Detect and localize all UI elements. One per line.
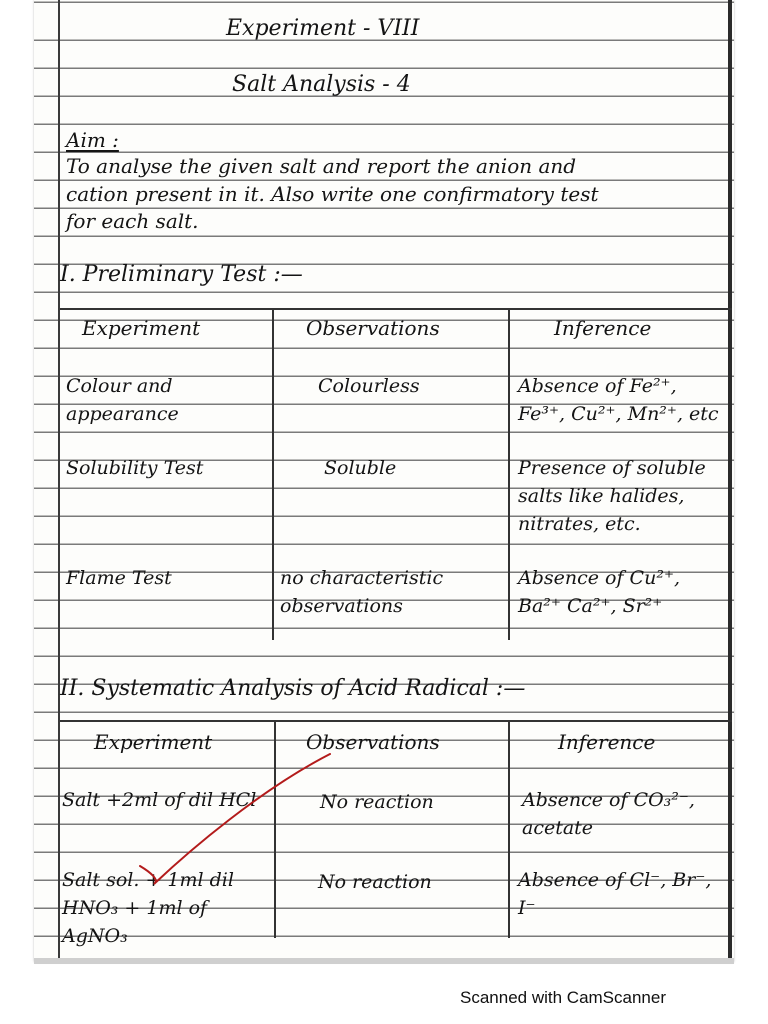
page-subtitle: Salt Analysis - 4	[232, 72, 411, 97]
aim-line-1: To analyse the given salt and report the anion and	[66, 154, 577, 178]
table-cell-experiment: Salt +2ml of dil HCl	[62, 789, 257, 811]
table-cell-observation: Colourless	[318, 375, 420, 397]
section2-heading: II. Systematic Analysis of Acid Radical :—	[60, 676, 526, 701]
table-cell-experiment: Flame Test	[66, 567, 172, 589]
col-header-inference: Inference	[558, 730, 656, 754]
col-header-inference: Inference	[554, 316, 652, 340]
table-cell-observation: No reaction	[320, 791, 434, 813]
table-cell-inference: Absence of Fe²⁺, Fe³⁺, Cu²⁺, Mn²⁺, etc	[518, 375, 719, 425]
table-cell-experiment: Solubility Test	[66, 457, 204, 479]
section1-heading: I. Preliminary Test :—	[60, 262, 303, 287]
aim-line-3: for each salt.	[66, 209, 199, 233]
col-header-observations: Observations	[306, 730, 440, 754]
col-header-observations: Observations	[306, 316, 440, 340]
table-cell-experiment: Salt sol. + 1ml dil HNO₃ + 1ml of AgNO₃	[62, 869, 234, 947]
table-cell-observation: no characteristic observations	[280, 567, 444, 617]
scan-credit: Scanned with CamScanner	[460, 988, 667, 1007]
table-cell-observation: Soluble	[324, 457, 397, 479]
table-cell-inference: Absence of CO₃²⁻, acetate	[522, 789, 695, 839]
table-cell-observation: No reaction	[318, 871, 432, 893]
table-cell-inference: Absence of Cl⁻, Br⁻, I⁻	[518, 869, 712, 919]
aim-label: Aim :	[66, 128, 119, 152]
table-cell-inference: Absence of Cu²⁺, Ba²⁺ Ca²⁺, Sr²⁺	[518, 567, 681, 617]
col-header-experiment: Experiment	[82, 316, 201, 340]
aim-line-2: cation present in it. Also write one confirmatory test	[66, 182, 599, 206]
col-header-experiment: Experiment	[94, 730, 213, 754]
experiment-title: Experiment - VIII	[226, 16, 420, 41]
table-cell-inference: Presence of soluble salts like halides, nitrates, etc.	[518, 457, 706, 535]
table-cell-experiment: Colour and appearance	[66, 375, 179, 425]
